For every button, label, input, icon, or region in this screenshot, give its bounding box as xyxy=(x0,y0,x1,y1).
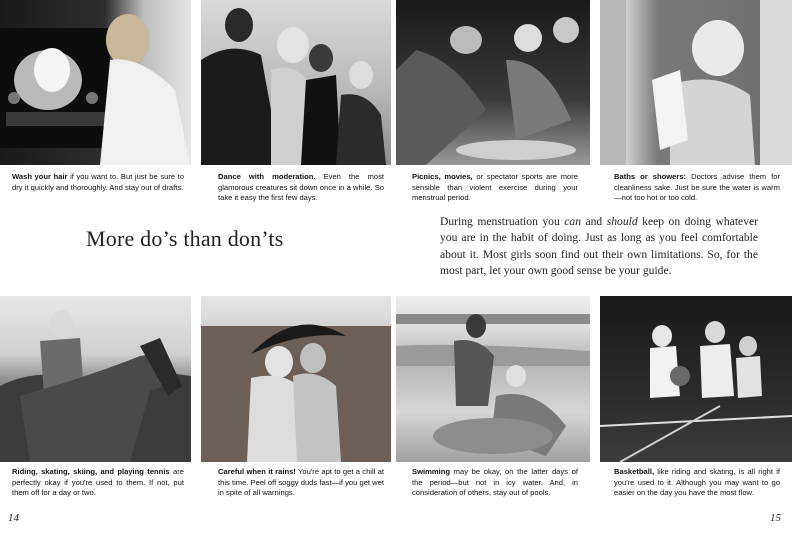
caption-text: Even the most glamorous creatures sit down once in a while. So take it easy the first few days. xyxy=(218,172,384,203)
intro-emphasis-can: can xyxy=(564,215,581,228)
photo-shower xyxy=(600,0,792,165)
caption-lead: Careful when it rains! xyxy=(218,467,296,476)
caption-basketball xyxy=(614,467,780,499)
page-number-left: 14 xyxy=(8,512,19,524)
caption-lead: Riding, skating, skiing, and playing tennis xyxy=(12,467,170,476)
caption-rain xyxy=(218,467,384,499)
photo-picnic-fire xyxy=(396,0,590,165)
intro-text-2: and xyxy=(581,215,607,228)
caption-text: You're apt to get a chill at this time. Peel off soggy duds fast—if you get wet in spite of all warnings. xyxy=(218,467,385,498)
caption-text: are perfectly okay if you're used to them. If not, put them off for a day or two. xyxy=(12,467,184,498)
caption-text: if you want to. But just be sure to dry it quickly and thoroughly. And stay out of drafts. xyxy=(12,172,185,192)
caption-lead: Baths or showers: xyxy=(614,172,687,181)
photo-basketball xyxy=(600,296,792,462)
caption-dance xyxy=(218,172,384,204)
caption-text: may be okay, on the latter days of the period—but not in icy water. And, in consideration of others, stay out of pools. xyxy=(412,467,578,498)
caption-riding xyxy=(12,467,184,499)
caption-lead: Swimming xyxy=(412,467,450,476)
caption-picnics xyxy=(412,172,578,204)
caption-text: like riding and skating, is all right if you're used to it. Although you may want to go easier on the day you have the most flow. xyxy=(614,467,780,498)
intro-emphasis-should: should xyxy=(606,215,638,228)
intro-paragraph xyxy=(440,214,758,280)
caption-text: or spectator sports are more sensible than violent exercise during your menstrual period. xyxy=(412,172,579,203)
caption-baths xyxy=(614,172,780,204)
photo-dancing-couples xyxy=(201,0,391,165)
caption-wash-hair xyxy=(12,172,184,193)
caption-lead: Wash your hair xyxy=(12,172,68,181)
intro-text-3: keep on doing whatever you are in the habit of doing. Just as long as you feel comfortable about it. Most girls soon find out their own limitations. So, for the most part, let your own good sense be your guide. xyxy=(440,215,758,278)
section-heading: More do’s than don’ts xyxy=(86,226,284,251)
photo-horse-riding xyxy=(0,296,191,462)
caption-lead: Picnics, movies, xyxy=(412,172,473,181)
intro-text-1: During menstruation you xyxy=(440,215,565,228)
caption-lead: Dance with moderation. xyxy=(218,172,316,181)
photo-hair-drying xyxy=(0,0,191,165)
caption-text: Doctors advise them for cleanliness sake. Just be sure the water is warm—not too hot or too cold. xyxy=(614,172,781,203)
page-number-right: 15 xyxy=(770,512,781,524)
caption-swimming xyxy=(412,467,578,499)
photo-rain-umbrella xyxy=(201,296,391,462)
caption-lead: Basketball, xyxy=(614,467,655,476)
photo-beach-swimming xyxy=(396,296,590,462)
